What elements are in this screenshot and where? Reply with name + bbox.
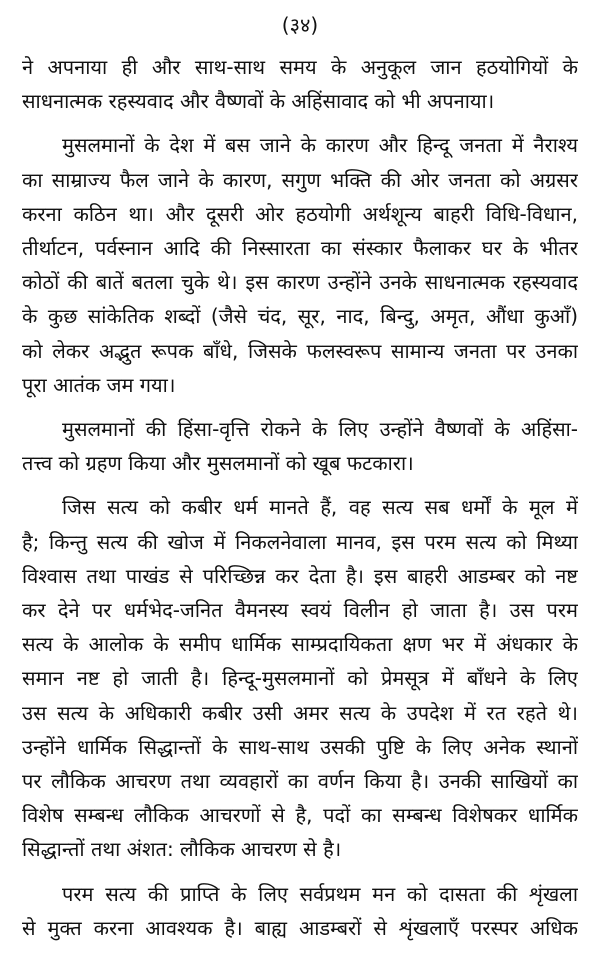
text-line: साधनात्मक रहस्यवाद और वैष्णवों के अहिंसावाद को भी अपनाया। [22,89,495,114]
text-line: कोठों की बातें बतला चुके थे। इस कारण उन्होंने उनके साधनात्मक रहस्यवाद [22,270,578,295]
text-line: समान नष्ट हो जाती है। हिन्दू-मुसलमानों को प्रेमसूत्र में बाँधने के लिए [22,666,578,691]
text-line: मुसलमानों की हिंसा-वृत्ति रोकने के लिए उन्होंने वैष्णवों के अहिंसा- [62,417,578,442]
text-line: का साम्राज्य फैल जाने के कारण, सगुण भक्ति की ओर जनता को अग्रसर [22,167,578,192]
text-line: उस सत्य के अधिकारी कबीर उसी अमर सत्य के उपदेश में रत रहते थे। [22,700,578,725]
text-line: परम सत्य की प्राप्ति के लिए सर्वप्रथम मन को दासता की शृंखला [62,881,578,906]
text-line: सिद्धान्तों तथा अंशत: लौकिक आचरण से है। [22,837,342,862]
text-line: से मुक्त करना आवश्यक है। बाह्य आडम्बरों से शृंखलाएँ परस्पर अधिक [22,915,578,940]
text-line: के कुछ सांकेतिक शब्दों (जैसे चंद, सूर, नाद, बिन्दु, अमृत, औंधा कुआँ) [22,304,578,329]
text-line: तीर्थाटन, पर्वस्नान आदि की निस्सारता का संस्कार फैलाकर घर के भीतर [22,236,578,261]
text-line: सत्य के आलोक के समीप धार्मिक साम्प्रदायिकता क्षण भर में अंधकार के [22,632,578,657]
text-line: पर लौकिक आचरण तथा व्यवहारों का वर्णन किया है। उनकी साखियों का [22,769,578,794]
text-line: ने अपनाया ही और साथ-साथ समय के अनुकूल जान हठयोगियों के [22,55,578,79]
text-line: है; किन्तु सत्य की खोज में निकलनेवाला मानव, इस परम सत्य को मिथ्या [22,529,578,554]
text-line: कर देने पर धर्मभेद-जनित वैमनस्य स्वयं विलीन हो जाता है। उस परम [22,598,578,623]
text-line: तत्त्व को ग्रहण किया और मुसलमानों को खूब फटकारा। [22,451,414,476]
text-line: को लेकर अद्भुत रूपक बाँधे, जिसके फलस्वरूप सामान्य जनता पर उनका [22,338,578,363]
paragraph-5 [22,877,578,945]
paragraph-4 [22,490,578,866]
paragraph-1 [22,50,578,118]
paragraph-2 [22,128,578,402]
text-line: करना कठिन था। और दूसरी ओर हठयोगी अर्थशून्य बाहरी विधि-विधान, [22,201,578,226]
text-line: विश्वास तथा पाखंड से परिच्छिन्न कर देता है। इस बाहरी आडम्बर को नष्ट [22,563,578,588]
text-line: मुसलमानों के देश में बस जाने के कारण और हिन्दू जनता में नैराश्य [62,133,578,158]
text-line: विशेष सम्बन्ध लौकिक आचरणों से है, पदों का सम्बन्ध विशेषकर धार्मिक [22,803,578,828]
text-line: पूरा आतंक जम गया। [22,372,176,397]
page-number: (३४) [281,13,319,37]
text-line: उन्होंने धार्मिक सिद्धान्तों के साथ-साथ उसकी पुष्टि के लिए अनेक स्थानों [22,734,578,759]
text-line: जिस सत्य को कबीर धर्म मानते हैं, वह सत्य सब धर्मों के मूल में [62,495,578,520]
paragraph-3 [22,412,578,480]
